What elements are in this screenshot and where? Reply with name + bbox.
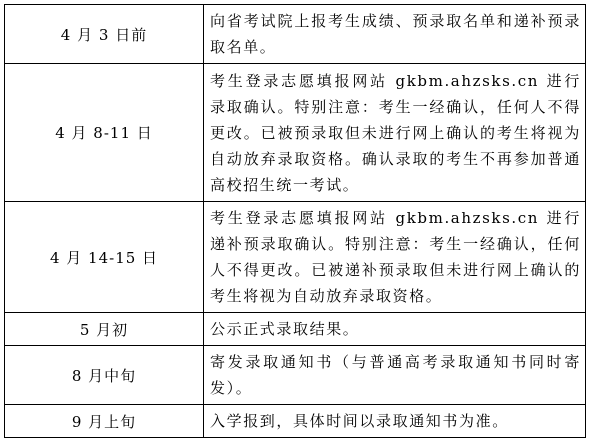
table-row <box>5 346 586 405</box>
table-row <box>5 5 586 64</box>
date-cell: 4 月 14-15 日 <box>5 202 204 313</box>
schedule-table <box>4 4 586 438</box>
date-cell: 4 月 8-11 日 <box>5 64 204 202</box>
description-cell: 考生登录志愿填报网站 gkbm.ahzsks.cn 进行录取确认。特别注意：考生一经确认，任何人不得更改。已被预录取但未进行网上确认的考生将视为自动放弃录取资格。确认录取的考生不再参加普通高校招生统一考试。 <box>204 64 586 202</box>
table-row <box>5 313 586 346</box>
description-cell: 向省考试院上报考生成绩、预录取名单和递补预录取名单。 <box>204 5 586 64</box>
description-cell: 考生登录志愿填报网站 gkbm.ahzsks.cn 进行递补预录取确认。特别注意：考生一经确认，任何人不得更改。已被递补预录取但未进行网上确认的考生将视为自动放弃录取资格。 <box>204 202 586 313</box>
date-cell: 8 月中旬 <box>5 346 204 405</box>
table-row <box>5 405 586 438</box>
description-cell: 入学报到，具体时间以录取通知书为准。 <box>204 405 586 438</box>
date-cell: 5 月初 <box>5 313 204 346</box>
date-cell: 4 月 3 日前 <box>5 5 204 64</box>
date-cell: 9 月上旬 <box>5 405 204 438</box>
table-row <box>5 202 586 313</box>
description-cell: 公示正式录取结果。 <box>204 313 586 346</box>
description-cell: 寄发录取通知书（与普通高考录取通知书同时寄发）。 <box>204 346 586 405</box>
table-row <box>5 64 586 202</box>
